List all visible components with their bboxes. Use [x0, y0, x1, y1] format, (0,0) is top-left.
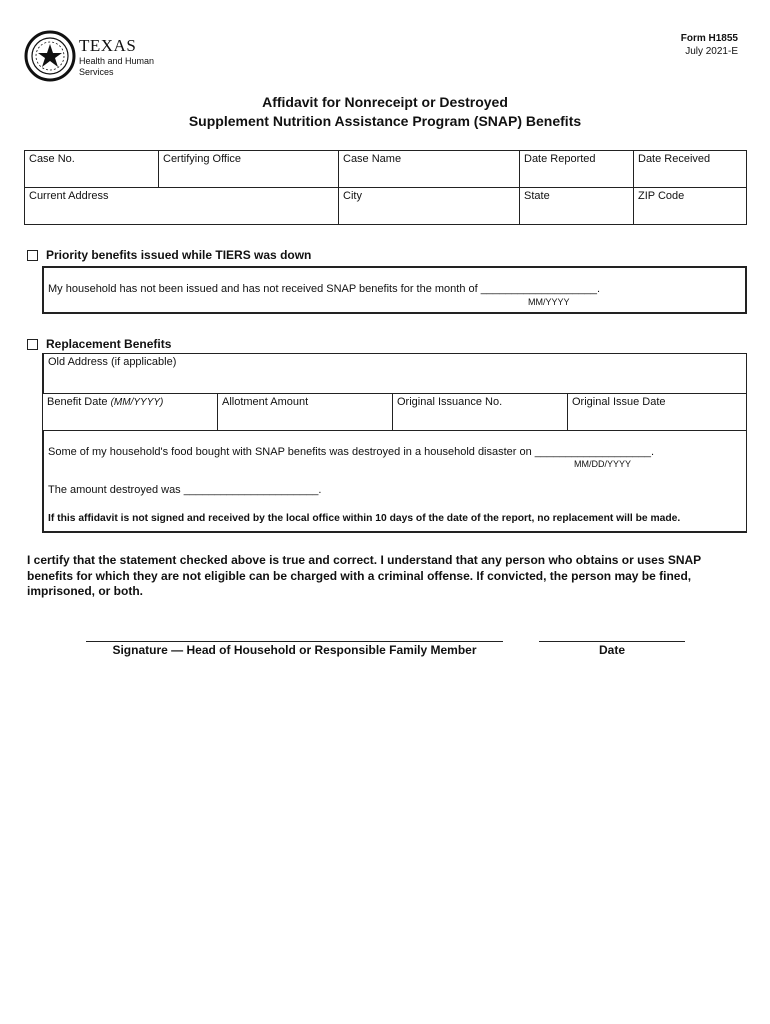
case-no-label: Case No.	[29, 153, 75, 165]
date-received-field[interactable]	[633, 150, 747, 188]
benefit-date-label: Benefit Date	[47, 396, 111, 408]
disaster-statement: Some of my household's food bought with SNAP benefits was destroyed in a household disaster on ___________________.	[48, 446, 655, 458]
state-label: State	[524, 190, 550, 202]
agency-logo	[24, 30, 164, 82]
priority-benefits-label: Priority benefits issued while TIERS was down	[46, 248, 312, 262]
zip-code-field[interactable]	[633, 187, 747, 225]
form-title-line2: Supplement Nutrition Assistance Program (SNAP) Benefits	[188, 113, 582, 129]
replacement-benefits-checkbox[interactable]	[27, 339, 38, 350]
benefit-date-field[interactable]	[42, 393, 218, 431]
form-title-line1: Affidavit for Nonreceipt or Destroyed	[262, 94, 508, 110]
agency-sub-line1: Health and Human	[79, 56, 155, 66]
agency-name: TEXAS	[79, 36, 137, 55]
replacement-benefits-label: Replacement Benefits	[46, 337, 172, 351]
allotment-amount-field[interactable]	[217, 393, 393, 431]
allotment-amount-label: Allotment Amount	[222, 396, 309, 408]
case-no-field[interactable]	[24, 150, 159, 188]
certification-text: I certify that the statement checked above is true and correct. I understand that any person who obtains or uses SNAP benefits for which they are not eligible can be charged with a criminal offense. If convicted, the person may be fined, imprisoned, or both.	[27, 553, 701, 598]
state-field[interactable]	[519, 187, 634, 225]
original-issuance-no-field[interactable]	[392, 393, 568, 431]
date-reported-label: Date Reported	[524, 153, 596, 165]
original-issue-date-field[interactable]	[567, 393, 747, 431]
state-seal-icon	[24, 30, 76, 82]
replacement-warning: If this affidavit is not signed and received by the local office within 10 days of the date of the report, no replacement will be made.	[48, 513, 681, 524]
date-line[interactable]	[539, 641, 685, 642]
date-received-label: Date Received	[638, 153, 711, 165]
case-name-field[interactable]	[338, 150, 520, 188]
form-date: July 2021-E	[685, 46, 738, 57]
city-field[interactable]	[338, 187, 520, 225]
disaster-date-hint: MM/DD/YYYY	[574, 459, 632, 469]
benefit-date-hint: (MM/YYYY)	[110, 397, 164, 408]
priority-month-hint: MM/YYYY	[528, 297, 570, 307]
original-issue-date-label: Original Issue Date	[572, 396, 666, 408]
case-name-label: Case Name	[343, 153, 402, 165]
date-label: Date	[598, 643, 625, 657]
signature-line[interactable]	[86, 641, 503, 642]
zip-code-label: ZIP Code	[638, 190, 685, 202]
agency-sub-line2: Services	[79, 67, 114, 77]
amount-destroyed-statement: The amount destroyed was ______________________.	[48, 484, 322, 496]
signature-label: Signature — Head of Household or Responsible Family Member	[112, 643, 477, 657]
priority-statement: My household has not been issued and has not received SNAP benefits for the month of ___________________.	[48, 283, 601, 295]
old-address-label: Old Address (if applicable)	[48, 356, 177, 368]
certifying-office-field[interactable]	[158, 150, 339, 188]
current-address-field[interactable]	[24, 187, 339, 225]
priority-benefits-checkbox[interactable]	[27, 250, 38, 261]
old-address-field[interactable]	[42, 353, 747, 394]
certifying-office-label: Certifying Office	[163, 153, 242, 165]
form-number: Form H1855	[680, 33, 738, 44]
current-address-label: Current Address	[29, 190, 109, 202]
date-reported-field[interactable]	[519, 150, 634, 188]
city-label: City	[343, 190, 362, 202]
original-issuance-no-label: Original Issuance No.	[397, 396, 503, 408]
